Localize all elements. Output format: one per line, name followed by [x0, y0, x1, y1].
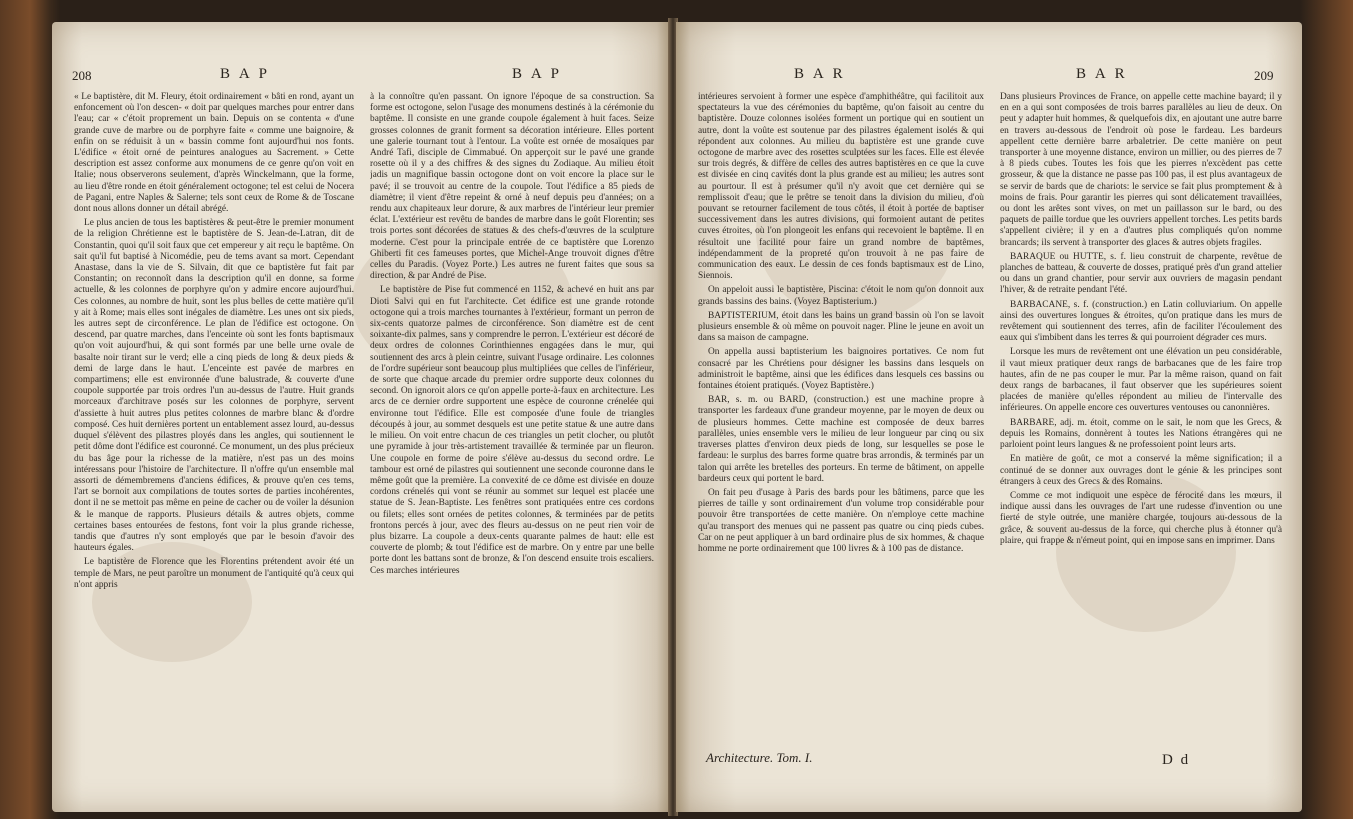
paragraph: On appella aussi baptisterium les baignoires portatives. Ce nom fut consacré par les Chrétiens pour désigner les bassins dans lesquels on administroit le baptême, ainsi que les édifices dans lesquels ces bassins ou fontaines étoient pratiqués. (Voyez Baptistère.): [698, 347, 984, 392]
running-head-right-1: B A R: [794, 66, 846, 82]
right-page-column-1: [698, 92, 984, 742]
paragraph: Le baptistère de Florence que les Florentins prétendent avoir été un temple de Mars, ne peut paroître un monument de l'antiquité qu'à ceux qui n'ont appris: [74, 557, 354, 590]
paragraph: BAPTISTERIUM, étoit dans les bains un grand bassin où l'on se lavoit plusieurs ensemble & où même on pouvoit nager. Pline le jeune en avoit un dans sa maison de campagne.: [698, 310, 984, 344]
paragraph: On fait peu d'usage à Paris des bards pour les bâtimens, parce que les pierres de taille y sont ordinairement d'un volume trop considérable pour pouvoir être transportées de cette manière. On n'employe cette machine qu'au transport des menues qui ne passent pas quatre ou cinq pieds cubes. Car on ne peut appliquer à un bard ordinaire plus de six hommes, & chaque homme ne porte ordinairement que 100 livres & à 100 pas de distance.: [698, 487, 984, 554]
paragraph: BAR, s. m. ou BARD, (construction.) est une machine propre à transporter les fardeaux d'une grandeur moyenne, par le moyen de deux ou de plusieurs hommes. Cette machine est composée de deux barres parallèles, unies ensemble vers le milieu de leur longueur par cinq ou six traverses plattes d'environ deux pieds de long, sur lesquelles se pose le fardeau: le surplus des barres forme quatre bras arrondis, & terminés par un talon qui arrête les bretelles des porteurs. En terme de bâtiment, on appelle bardeurs ceux qui portent le bard.: [698, 395, 984, 484]
paragraph: BARBARE, adj. m. étoit, comme on le sait, le nom que les Grecs, & depuis les Romains, donnèrent à toutes les Nations étrangères qui ne parloient point leurs langues & ne professoient point leurs arts.: [1000, 417, 1282, 451]
paragraph: « Le baptistère, dit M. Fleury, étoit ordinairement « bâti en rond, ayant un enfoncement où l'on descen- « doit par quelques marches pour entrer dans l'eau; car « c'étoit proprement un bain. Depuis on se contenta « d'une grande cuve de marbre ou de porphyre faite « comme une baignoire, & enfin on se réduisit à un « bassin comme font aujourd'hui nos fonts. L'édifice « étoit orné de peintures analogues au Sacrement. » Cette description est assez conforme aux monumens de ce genre qu'on voit en Italie; nous observerons seulement, d'après Winckelmann, que la forme, au lieu d'être ronde en étoit généralement octogone; tel est celui de Nocera de Pagani, entre Naples & Salerne; tels sont ceux de Rome & de Toscane dont nous allons donner un détail abrégé.: [74, 92, 354, 215]
paragraph: En matière de goût, ce mot a conservé la même signification; il a continué de se donner aux ouvrages dont le génie & les principes sont étrangers à ceux des Grecs & des Romains.: [1000, 454, 1282, 487]
footer-gathering-signature: D d: [1162, 752, 1191, 768]
running-head-left-1: B A P: [220, 66, 271, 82]
running-head-right-2: B A R: [1076, 66, 1128, 82]
paragraph: BARBACANE, s. f. (construction.) en Latin colluviarium. On appelle ainsi des ouvertures longues & étroites, qu'on pratique dans les murs de revêtement qui soutiennent des terres, afin de faciliter l'écoulement des eaux qui s'imbibent dans les terres & qui pourroient dégrader ces murs.: [1000, 299, 1282, 344]
page-number-left: 208: [72, 68, 92, 83]
right-page: [676, 22, 1302, 812]
running-head-left-2: B A P: [512, 66, 563, 82]
left-page-column-1: [74, 92, 354, 792]
paragraph: Le plus ancien de tous les baptistères & peut-être le premier monument de la religion Chrétienne est le baptistère de S. Jean-de-Latran, dit de Constantin, quoi qu'il soit faux que cet empereur y ait reçu le baptême. On sait qu'il fut baptisé à Nicomédie, peu de tems avant sa mort. Cependant Anastase, dans la vie de S. Silvain, dit que ce baptistère fut fait par Constantin; on reconnoît dans la description qu'il en donne, sa forme actuelle, & les colonnes de porphyre qu'on y admire encore aujourd'hui. Ces colonnes, au nombre de huit, sont les plus belles de cette matière qu'il y ait à Rome; mais elles sont inégales de diamètre. Les unes ont six pieds, les autres sept de circonférence. Le plan de l'édifice est octogone. On descend, par quatre marches, dans l'enceinte où sont les fonts baptismaux qu'on voit aujourd'hui, & qui sont formés par une belle urne ovale de basalte noir tirant sur le verd; elle a cinq pieds de long & deux pieds & demi de large dans le haut. L'enceinte est pavée de marbres en compartimens; elle est environnée d'une balustrade, & couverte d'une coupole supportée par trois ordres l'un au-dessus de l'autre. Huit grands morceaux d'architrave posés sur les colonnes de porphyre, servent d'assiette à huit autres plus petites colonnes de marbre blanc & d'ordre composé. Ces huit dernières portent un entablement assez lourd, au-dessus duquel s'élèvent des pilastres ployés dans les angles, qui soutiennent le petit dôme dont l'édifice est couronné. Ce monument, un des plus précieux du bas âge pour la richesse de la matière, n'est pas un des moins intéressans pour l'histoire de l'architecture. Il n'offre qu'un ensemble mal assorti de démembremens d'anciens édifices, & prouve qu'en ces tems, l'art se bornoit aux compilations de toutes sortes de parties incohérentes, dont il ne se mettoit pas même en peine de cacher ou de voiler la désunion & le manque de rapports. Plusieurs détails & autres objets, comme certaines bases entourées de festons, font voir la plus grande richesse, tandis que d'autres n'y sont employés que par le besoin d'avoir des hauteurs égales.: [74, 218, 354, 554]
page-number-right: 209: [1254, 68, 1274, 83]
paragraph: à la connoître qu'en passant. On ignore l'époque de sa construction. Sa forme est octogone, selon l'usage des monumens destinés à la cérémonie du baptême. Il consiste en une grande coupole également à huit faces. Seize grosses colonnes de granit forment sa décoration intérieure. Elles portent une galerie tournant tout à l'entour. La voûte est ornée de mosaïques par André Tafi, disciple de Cimmabué. On apperçoit sur le pavé une grande rosette où il y a des chiffres & des signes du Zodiaque. Au milieu étoit jadis un magnifique bassin octogone dont on voit encore la place sur le pavé; il se trouvoit au centre de la coupole. Tout l'édifice a 85 pieds de diamètre; il vient d'être repeint & orné à neuf depuis peu d'années; on a rendu aux chapiteaux leur dorure, & aux marbres de l'intérieur leur premier éclat. L'extérieur est revêtu de bandes de marbre dans le goût Florentin; ses trois portes sont décorées de statues & des chefs-d'œuvres de la sculpture moderne. C'est pour la principale entrée de ce baptistère que Lorenzo Ghiberti fit ces fameuses portes, que Michel-Ange trouvoit dignes d'être celles du Paradis. (Voyez Porte.) Les autres ne furent faites que sous sa direction, & par André de Pise.: [370, 92, 654, 282]
paragraph: intérieures servoient à former une espèce d'amphithéâtre, qui facilitoit aux spectateurs la vue des cérémonies du baptême, qu'on faisoit au centre du baptistère. Douze colonnes isolées forment un portique qui en soutient un autre, dont la voûte est soutenue par des pilastres également isolés & qui répondent aux colonnes. Au milieu du baptistère est une grande cuve octogone de marbre avec des rosettes sculptées sur les faces. Elle est élevée sur trois degrés, & diffère de celles des autres baptistères en ce que la cuve est divisée en cinq cavités dont la plus grande est au milieu; les autres sont au pourtour. Il est à présumer qu'il n'y avoit que cet dernière qui se remplissoit d'eau; que le prêtre se tenoit dans la division du milieu, d'où pouvant se retourner facilement de tous côtés, il étoit à portée de baptiser successivement dans les autres divisions, qui formoient autant de petites cuves étroites, où l'on plongeoit les enfans qui recevoient le baptême. Il en résultoit une facilité pour faire un grand nombre de baptêmes, indépendamment de la propreté qu'on trouvoit à ne pas faire de communication des eaux. Le dessin de ces fonds baptismaux est de Lino, Siennois.: [698, 92, 984, 282]
paragraph: Dans plusieurs Provinces de France, on appelle cette machine bayard; il y en en a qui sont composées de trois barres parallèles au lieu de deux. On peut y adapter huit hommes, & quelquefois dix, en ajoutant une autre barre en travers au-dessous de l'endroit où pose le fardeau. Les bardeurs appellent cette dernière barre arbaletrier. De cette manière on peut transporter à une moyenne distance, environ un millier, ou des pierres de 7 à 8 pieds cubes. Toutes les fois que les pierres n'excèdent pas cette grosseur, & que la distance ne passe pas 100 pas, il est plus avantageux de se servir de bards que de chariots: le service se fait plus promptement & à moins de frais. Pour garantir les pierres qui sont délicatement travaillées, ou dont les arêtes sont vives, on met un paillasson sur le bard, ou des paquets de paille tordue que les ouvriers appellent torches. Les petits bards s'appellent civière; il y en a d'autres plus compliqués qu'on nomme brancards; ils servent à transporter des glaces & autres objets fragiles.: [1000, 92, 1282, 248]
footer-volume-signature: Architecture. Tom. I.: [706, 750, 813, 765]
paragraph: Lorsque les murs de revêtement ont une élévation un peu considérable, il vaut mieux pratiquer deux rangs de barbacanes que de les faire trop hautes, afin de ne pas couper le mur. Par la même raison, quand on fait deux rangs de barbacanes, il faut observer que les supérieures soient placées de manière qu'elles répondent au milieu de l'intervalle des inférieures. On appelle encore ces ouvertures ventouses ou canonnières.: [1000, 347, 1282, 414]
paragraph: BARAQUE ou HUTTE, s. f. lieu construit de charpente, revêtue de planches de batteau, & couverte de dosses, pratiqué près d'un grand attelier ou dans un grand chantier, pour servir aux ouvriers de magasin pendant l'hiver, & de retraite pendant l'été.: [1000, 251, 1282, 296]
left-page: [52, 22, 670, 812]
left-page-column-2: [370, 92, 654, 792]
paragraph: Comme ce mot indiquoit une espèce de férocité dans les mœurs, il indique aussi dans les ouvrages de l'art une rudesse d'invention ou une fierté de style outrée, une manière chargée, toujours au-dessous de la grâce, & souvent au-dessus de la force, qui cherche plus à étonner qu'à plaire, qui frappe & n'émeut point, qui en impose sans en imprimer. Dans: [1000, 490, 1282, 546]
paragraph: On appeloit aussi le baptistère, Piscina: c'étoit le nom qu'on donnoit aux grands bassins des bains. (Voyez Baptisterium.): [698, 285, 984, 307]
right-page-column-2: [1000, 92, 1282, 752]
paragraph: Le baptistère de Pise fut commencé en 1152, & achevé en huit ans par Dioti Salvi qui en fut l'architecte. Cet édifice est une grande rotonde octogone qui a trois marches tournantes à l'extérieur, formant un perron de six-cents quatorze palmes de circonférence. Son diamètre est de cent soixante-dix palmes, sans y comprendre le perron. L'extérieur est décoré de deux ordres de colonnes Corinthiennes engagées dans le mur, qui soutiennent des arcs à plein ceintre, suivant l'usage ordinaire. Les colonnes de l'ordre supérieur sont beaucoup plus multipliées que celles de l'inférieur, de sorte que chaque arcade du premier ordre supporte deux colonnes du second. On ignoroit alors ce qu'on appelle porte-à-faux en architecture. Les arcs de ce dernier ordre supportent une espèce de couronne crénelée qui environne tout l'édifice. Elle est composée d'une foule de triangles découpés à jour, au sommet desquels est une petite statue & une autre dans le milieu. On voit entre chacun de ces triangles un petit clocher, ou plutôt une pyramide à jour très-artistement travaillée & terminée par un fleuron. Une coupole en forme de poire s'élève au-dessus du second ordre. Le tambour est orné de pilastres qui soutiennent une seconde couronne dans le même goût que la première. La convexité de ce dôme est divisée en douze cordons crénelés qui vont se réunir au sommet sur lequel est placée une statue de S. Jean-Baptiste. Les fenêtres sont pratiquées entre ces cordons ou filets; elles sont ornées de petites colonnes, & terminées par de petits frontons percés à jour, avec des fleurs au-dessus on ne peut rien voir de plus bizarre. La coupole a deux-cents quarante palmes de haut: elle est couverte de plomb; & tout l'édifice est de marbre. On y entre par une belle porte dont les battans sont de bronze, & l'on descend ensuite trois escaliers. Ces marches intérieures: [370, 285, 654, 576]
